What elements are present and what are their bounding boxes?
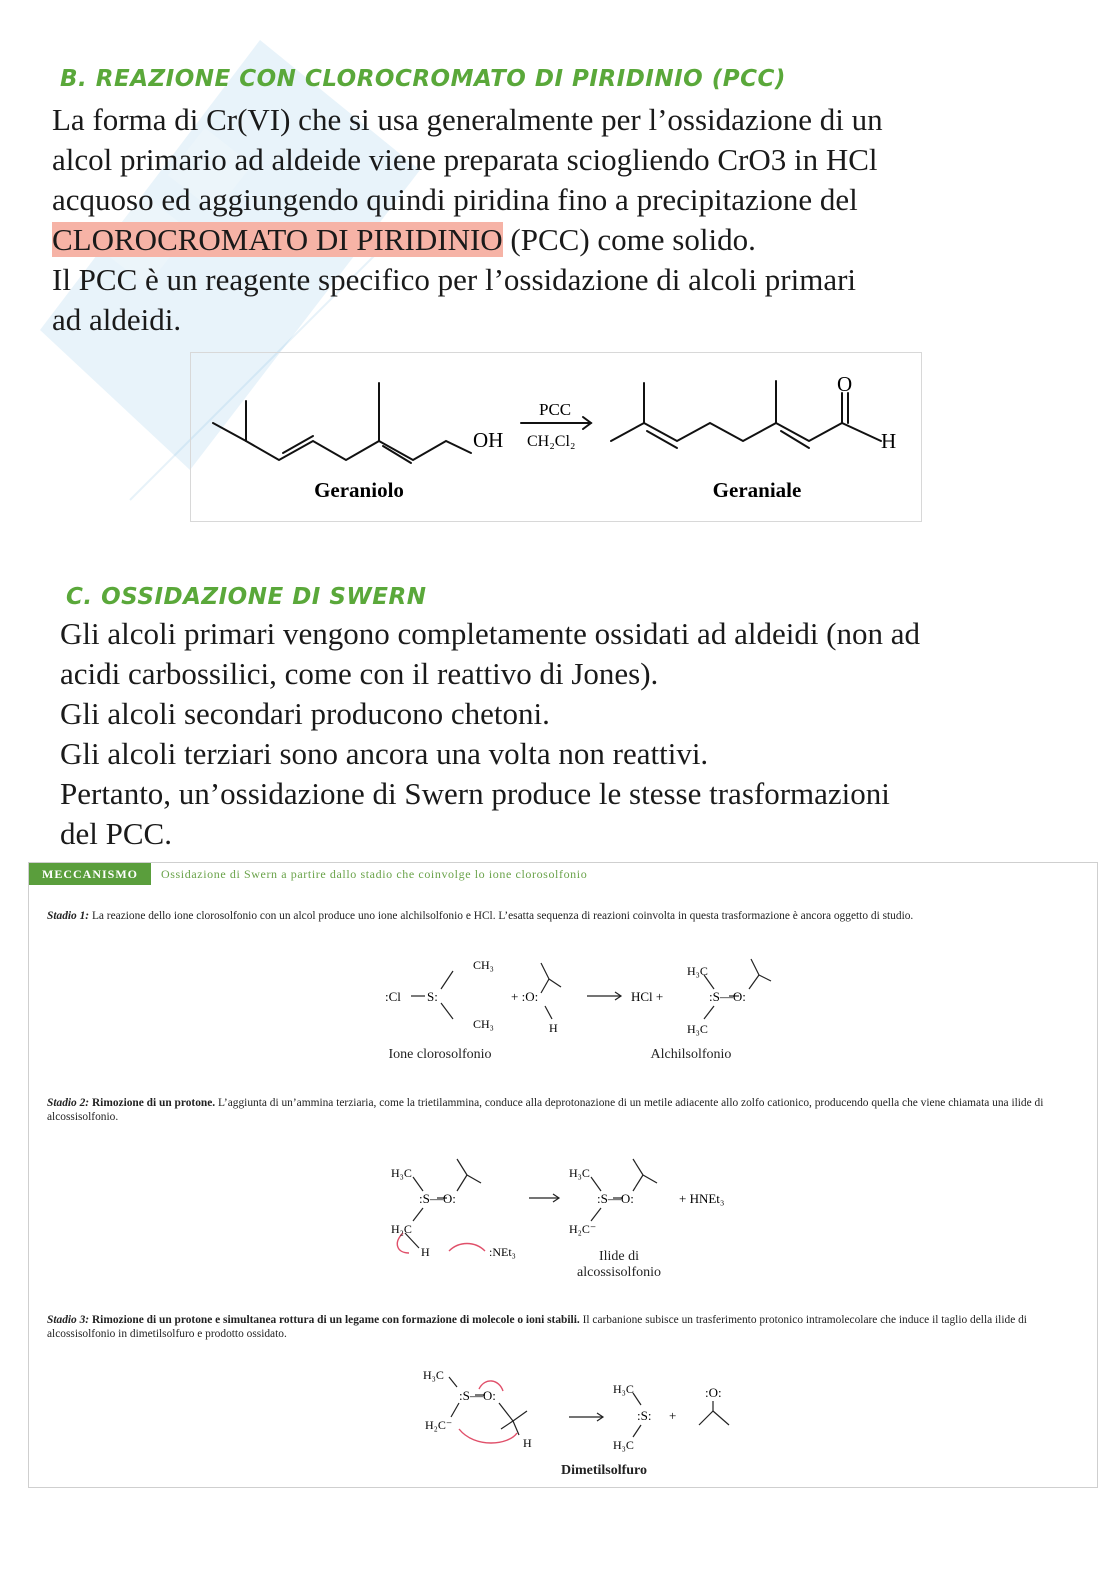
geraniolo-label: Geraniolo xyxy=(314,478,404,502)
body-line: Gli alcoli secondari producono chetoni. xyxy=(60,696,550,731)
svg-text:H₃C: H₃C xyxy=(613,1382,634,1396)
aldehyde-h-label: H xyxy=(881,429,897,453)
svg-text:H₃C: H₃C xyxy=(391,1166,412,1180)
svg-text::O:: :O: xyxy=(705,1385,722,1400)
svg-text::S—O:: :S—O: xyxy=(597,1191,634,1206)
svg-text:H₂C: H₂C xyxy=(391,1222,412,1236)
stage-2-text: Stadio 2: Rimozione di un protone. L’aggiunta di un’ammina terziaria, come la trietilammina, conduce alla deprotonazione di un metile adiacente allo zolfo cationico, producendo quella che viene chiamata una ilide di alcossisolfonio. xyxy=(47,1097,1044,1123)
svg-text:CH₃: CH₃ xyxy=(473,958,494,972)
svg-text:CH₃: CH₃ xyxy=(473,1017,494,1031)
reagent-pcc: PCC xyxy=(539,400,572,419)
svg-text:H₂C⁻: H₂C⁻ xyxy=(569,1222,597,1236)
svg-text:+ HNEt₃: + HNEt₃ xyxy=(679,1191,725,1206)
svg-text:+: + xyxy=(669,1408,677,1423)
svg-text:H₃C: H₃C xyxy=(687,1022,708,1036)
svg-text:+ :O:: + :O: xyxy=(511,989,539,1004)
section-c-body xyxy=(60,614,1100,854)
svg-text::S—O:: :S—O: xyxy=(709,989,746,1004)
svg-text::NEt₃: :NEt₃ xyxy=(489,1245,516,1259)
body-line: ad aldeidi. xyxy=(52,302,182,337)
section-b-body xyxy=(52,100,1092,340)
svg-text:H: H xyxy=(549,1021,558,1035)
body-line: Gli alcoli primari vengono completamente ossidati ad aldeidi (non ad xyxy=(60,616,921,651)
reagent-solvent: CH₂Cl₂ xyxy=(527,433,576,450)
svg-text:HCl +: HCl + xyxy=(631,989,664,1004)
body-line: La forma di Cr(VI) che si usa generalmente per l’ossidazione di un xyxy=(52,102,883,137)
body-line: CLOROCROMATO DI PIRIDINIO (PCC) come solido. xyxy=(52,222,756,257)
stage-1-diagram xyxy=(369,951,789,1041)
ilide-label: Ilide di alcossisolfonio xyxy=(577,1249,661,1280)
mechanism-title: Ossidazione di Swern a partire dallo stadio che coinvolge lo ione clorosolfonio xyxy=(161,867,588,881)
svg-text:H: H xyxy=(421,1245,430,1259)
stage-1-text: Stadio 1: La reazione dello ione clorosolfonio con un alcol produce uno ione alchilsolfonio e HCl. L’esatta sequenza di reazioni coinvolta in questa trasformazione è ancora oggetto di studio. xyxy=(47,910,914,922)
section-c-heading: C. OSSIDAZIONE DI SWERN xyxy=(66,584,427,610)
stage-2-diagram xyxy=(379,1153,779,1263)
alchilsolfonio-label: Alchilsolfonio xyxy=(650,1047,732,1062)
svg-text::S:: :S: xyxy=(637,1408,652,1423)
svg-text::S—O:: :S—O: xyxy=(419,1191,456,1206)
pcc-reaction-figure xyxy=(190,352,922,522)
mechanism-box xyxy=(28,862,1098,1488)
dimetilsolfuro-label: Dimetilsolfuro xyxy=(560,1463,648,1478)
svg-text:H₃C: H₃C xyxy=(687,964,708,978)
svg-text:H₃C: H₃C xyxy=(569,1166,590,1180)
body-line: acquoso ed aggiungendo quindi piridina fino a precipitazione del xyxy=(52,182,858,217)
body-line: Il PCC è un reagente specifico per l’ossidazione di alcoli primari xyxy=(52,262,857,297)
section-b-heading: B. REAZIONE CON CLOROCROMATO DI PIRIDINIO (PCC) xyxy=(60,66,786,92)
carbonyl-o-label: O xyxy=(837,372,853,396)
stage-3-diagram xyxy=(419,1365,759,1461)
body-line: del PCC. xyxy=(60,816,172,851)
stage-3-text: Stadio 3: Rimozione di un protone e simultanea rottura di un legame con formazione di molecole o ioni stabili. Il carbanione subisce un trasferimento protonico intramolecolare che induce il taglio della ilide di alcossisolfonio in dimetilsolfuro e prodotto ossidato. xyxy=(47,1314,1027,1340)
geraniale-label: Geraniale xyxy=(712,478,802,502)
mechanism-tag: MECCANISMO xyxy=(29,863,151,885)
svg-text:H: H xyxy=(523,1436,532,1450)
svg-text:H₃C: H₃C xyxy=(423,1368,444,1382)
svg-text:H₂C⁻: H₂C⁻ xyxy=(425,1418,453,1432)
body-line: Pertanto, un’ossidazione di Swern produce le stesse trasformazioni xyxy=(60,776,890,811)
mechanism-header xyxy=(29,863,1097,885)
body-line: acidi carbossilici, come con il reattivo di Jones). xyxy=(60,656,659,691)
geraniol-reaction-diagram xyxy=(191,353,921,521)
svg-text:H₃C: H₃C xyxy=(613,1438,634,1452)
highlighted-term: CLOROCROMATO DI PIRIDINIO xyxy=(52,222,503,257)
svg-text::S—O:: :S—O: xyxy=(459,1388,496,1403)
body-line: Gli alcoli terziari sono ancora una volta non reattivi. xyxy=(60,736,709,771)
svg-text::Cl: :Cl xyxy=(385,989,401,1004)
svg-text:S:: S: xyxy=(427,989,438,1004)
oh-label: OH xyxy=(473,428,504,452)
ione-clorosolfonio-label: Ione clorosolfonio xyxy=(388,1047,492,1062)
body-line: alcol primario ad aldeide viene preparata sciogliendo CrO3 in HCl xyxy=(52,142,878,177)
